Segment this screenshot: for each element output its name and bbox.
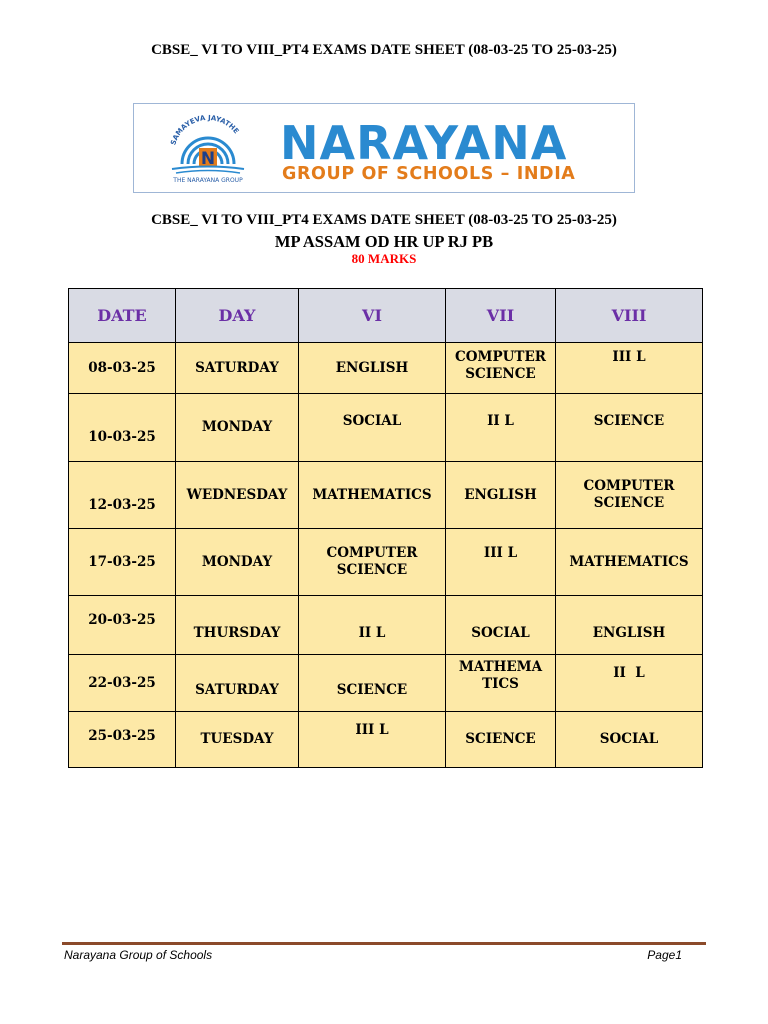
date-cell: 08-03-25 — [69, 343, 176, 394]
vii-subject-cell: III L — [446, 529, 556, 596]
page-header-title: CBSE_ VI TO VIII_PT4 EXAMS DATE SHEET (08-03-25 TO 25-03-25) — [151, 42, 617, 58]
column-header-vi: VI — [299, 289, 446, 343]
footer-organization: Narayana Group of Schools — [64, 948, 213, 962]
date-cell: 25-03-25 — [69, 712, 176, 768]
date-sheet-title: CBSE_ VI TO VIII_PT4 EXAMS DATE SHEET (08-03-25 TO 25-03-25) — [151, 212, 617, 228]
vi-subject-cell: COMPUTER SCIENCE — [299, 529, 446, 596]
day-cell: TUESDAY — [176, 712, 299, 768]
table-row — [69, 529, 703, 596]
narayana-emblem-icon — [152, 114, 264, 186]
footer-page-number: Page1 — [647, 948, 682, 962]
table-row — [69, 655, 703, 712]
column-header-day: DAY — [176, 289, 299, 343]
viii-subject-cell: II L — [556, 655, 703, 712]
table-row — [69, 343, 703, 394]
vii-subject-cell: II L — [446, 394, 556, 462]
column-header-viii: VIII — [556, 289, 703, 343]
regions-heading: MP ASSAM OD HR UP RJ PB — [274, 232, 494, 251]
date-cell: 12-03-25 — [69, 462, 176, 529]
date-cell: 22-03-25 — [69, 655, 176, 712]
table-row — [69, 462, 703, 529]
date-cell: 17-03-25 — [69, 529, 176, 596]
date-cell: 10-03-25 — [69, 394, 176, 462]
day-cell: WEDNESDAY — [176, 462, 299, 529]
table-row — [69, 596, 703, 655]
vii-subject-cell: MATHEMA TICS — [446, 655, 556, 712]
exam-date-sheet-table — [68, 288, 703, 768]
column-header-date: DATE — [69, 289, 176, 343]
table-header-row — [69, 289, 703, 343]
logo-subtitle-text: GROUP OF SCHOOLS – INDIA — [282, 164, 576, 184]
table-row — [69, 394, 703, 462]
vi-subject-cell: SCIENCE — [299, 655, 446, 712]
viii-subject-cell: ENGLISH — [556, 596, 703, 655]
vi-subject-cell: III L — [299, 712, 446, 768]
day-cell: SATURDAY — [176, 343, 299, 394]
marks-label: 80 MARKS — [351, 251, 417, 266]
vii-subject-cell: ENGLISH — [446, 462, 556, 529]
vi-subject-cell: MATHEMATICS — [299, 462, 446, 529]
column-header-vii: VII — [446, 289, 556, 343]
svg-text:N: N — [200, 149, 216, 169]
day-cell: SATURDAY — [176, 655, 299, 712]
viii-subject-cell: III L — [556, 343, 703, 394]
narayana-logo — [133, 103, 635, 193]
viii-subject-cell: SOCIAL — [556, 712, 703, 768]
vi-subject-cell: II L — [299, 596, 446, 655]
vii-subject-cell: SOCIAL — [446, 596, 556, 655]
vii-subject-cell: SCIENCE — [446, 712, 556, 768]
viii-subject-cell: MATHEMATICS — [556, 529, 703, 596]
svg-text:THE NARAYANA GROUP: THE NARAYANA GROUP — [173, 177, 243, 184]
table-row — [69, 712, 703, 768]
viii-subject-cell: COMPUTER SCIENCE — [556, 462, 703, 529]
day-cell: THURSDAY — [176, 596, 299, 655]
vii-subject-cell: COMPUTER SCIENCE — [446, 343, 556, 394]
day-cell: MONDAY — [176, 394, 299, 462]
svg-text:SAMAYEVA JAYATHE: SAMAYEVA JAYATHE — [169, 114, 241, 147]
viii-subject-cell: SCIENCE — [556, 394, 703, 462]
date-cell: 20-03-25 — [69, 596, 176, 655]
logo-brand-text: NARAYANA — [280, 116, 568, 170]
day-cell: MONDAY — [176, 529, 299, 596]
footer-divider — [62, 942, 706, 945]
vi-subject-cell: ENGLISH — [299, 343, 446, 394]
vi-subject-cell: SOCIAL — [299, 394, 446, 462]
